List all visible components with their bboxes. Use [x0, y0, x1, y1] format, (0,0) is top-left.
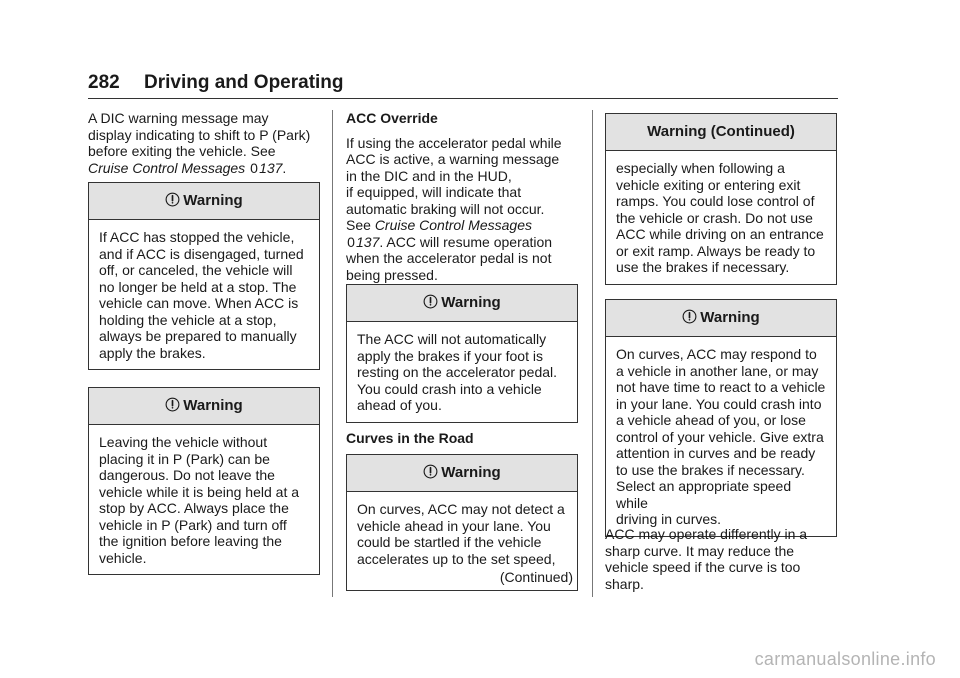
warning-body: [606, 151, 836, 284]
warning-icon: [165, 390, 180, 426]
warning-title: Warning: [441, 294, 501, 311]
warning-text: On curves, ACC may respond to a vehicle in another lane, or may not have time to react to a vehicle in your lane. You could crash into a vehicle ahead of you, or lose control of your vehicle. Give extra attention in curves and be ready to use the brakes if necessary. Select an appropriate speed while driving in curves.: [616, 346, 826, 527]
warning-text: The ACC will not automatically apply the brakes if your foot is resting on the accelerator pedal. You could crash into a vehicle ahead of you.: [357, 331, 558, 413]
cross-reference-page[interactable]: 137: [259, 159, 283, 176]
warning-icon: [682, 302, 697, 338]
warning-header: [347, 455, 577, 492]
warning-body: [347, 492, 577, 590]
warning-body: [89, 425, 319, 574]
warning-header: [89, 183, 319, 220]
warning-box: [346, 284, 578, 423]
warning-box: [605, 113, 837, 285]
warning-icon: [423, 457, 438, 493]
warning-header: [606, 114, 836, 151]
warning-title: Warning: [441, 464, 501, 481]
column-left: [88, 110, 320, 566]
warning-box: [88, 387, 320, 575]
page-ref-symbol: 0: [250, 159, 258, 176]
warning-title: Warning: [700, 309, 760, 326]
cross-reference-link[interactable]: Cruise Control Messages: [374, 217, 532, 233]
warning-header: [89, 388, 319, 425]
section-title: Driving and Operating: [144, 72, 344, 93]
warning-text: Leaving the vehicle without placing it in P (Park) can be dangerous. Do not leave the vehicle while it is being held at a stop by ACC. Always place the vehicle in P (Park) and turn off the ignition before leaving the vehicle.: [99, 434, 300, 566]
warning-box: [605, 299, 837, 537]
warning-text: If ACC has stopped the vehicle, and if ACC is disengaged, turned off, or canceled, the vehicle will no longer be held at a stop. The vehicle can move. When ACC is holding the vehicle at a stop, always be prepared to manually apply the brakes.: [99, 229, 304, 361]
column-middle: [346, 110, 578, 585]
warning-text: especially when following a vehicle exiting or entering exit ramps. You could lose control of the vehicle or crash. Do not use ACC while driving on an entrance or exit ramp. Always be ready to use the brakes if necessary.: [616, 160, 824, 275]
watermark: carmanualsonline.info: [754, 649, 936, 669]
continued-label: (Continued): [499, 569, 573, 585]
page-ref-symbol: 0: [347, 233, 355, 250]
warning-body: [347, 322, 577, 422]
section-heading: ACC Override: [346, 110, 438, 126]
override-paragraph: If using the accelerator pedal while ACC is active, a warning message in the DIC and in the HUD, if equipped, will indicate that automatic braking will not occur. See Cruise Control Messages 0137. ACC will resume operation when the accelerator pedal is not being pressed.: [346, 134, 562, 283]
warning-title: Warning: [183, 397, 243, 414]
warning-box: [88, 182, 320, 370]
column-divider: [332, 110, 333, 597]
section-heading: Curves in the Road: [346, 430, 474, 446]
warning-header: [606, 300, 836, 337]
column-divider: [592, 110, 593, 597]
page-header: [88, 70, 838, 99]
intro-paragraph: A DIC warning message may display indicating to shift to P (Park) before exiting the vehicle. See Cruise Control Messages 0137.: [88, 110, 311, 176]
warning-title: Warning (Continued): [647, 123, 795, 140]
warning-icon: [423, 287, 438, 323]
warning-body: [89, 220, 319, 369]
warning-body: [606, 337, 836, 536]
cross-reference-link[interactable]: Cruise Control Messages: [88, 159, 246, 176]
warning-title: Warning: [183, 192, 243, 209]
warning-icon: [165, 185, 180, 221]
page-number: 282: [88, 72, 120, 93]
warning-header: [347, 285, 577, 322]
warning-box: [346, 454, 578, 591]
closing-paragraph: ACC may operate differently in a sharp curve. It may reduce the vehicle speed if the curve is too sharp.: [605, 526, 808, 592]
warning-text: On curves, ACC may not detect a vehicle ahead in your lane. You could be startled if the vehicle accelerates up to the set speed,: [357, 501, 565, 567]
cross-reference-page[interactable]: 137: [356, 233, 380, 250]
